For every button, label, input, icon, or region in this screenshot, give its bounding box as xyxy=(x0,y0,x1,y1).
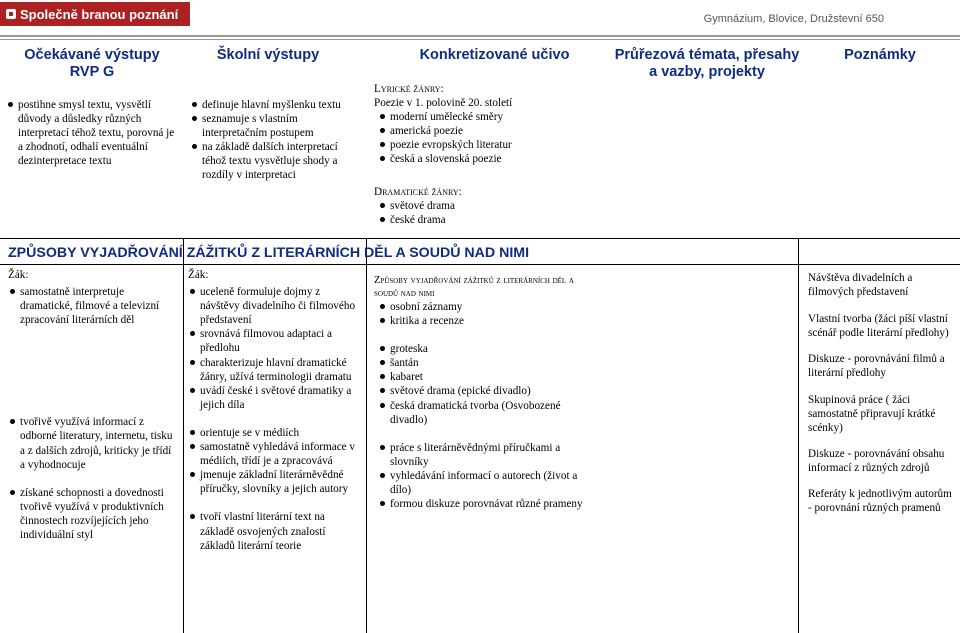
header-rule-thin xyxy=(0,39,960,40)
list-item: samostatně interpretuje dramatické, filmové a televizní zpracování literárních děl xyxy=(8,285,178,327)
section-rule xyxy=(0,264,960,265)
bottom-skolni xyxy=(188,268,360,553)
bottom-notes xyxy=(808,271,954,515)
list-item: česká dramatická tvorba (Osvobozené divadlo) xyxy=(378,399,598,427)
list-item: uvádí české i světové dramatiky a jejich díla xyxy=(188,384,360,412)
list-item: získané schopnosti a dovednosti tvořivě využívá v produktivních činnostech rozvíjejících jeho individuální styl xyxy=(8,486,178,542)
note-item: Diskuze - porovnávání filmů a literární předlohy xyxy=(808,353,945,380)
list-item: postihne smysl textu, vysvětlí důvody a důsledky různých interpretací téhož textu, porovná je a zhodnotí, odhalí eventuální dezinterpretace textu xyxy=(6,98,178,168)
list-item: kabaret xyxy=(378,370,598,384)
logo-text: Společně branou poznání xyxy=(20,6,179,22)
top-skolni xyxy=(190,98,362,183)
list-item: uceleně formuluje dojmy z návštěvy divadelního či filmového představení xyxy=(188,285,360,327)
list-item: práce s literárněvědnými příručkami a slovníky xyxy=(378,441,598,469)
col-head-rvp: Očekávané výstupy RVP G xyxy=(24,47,160,80)
list-item: samostatně vyhledává informace v médiích, třídí je a zpracovává xyxy=(188,440,360,468)
list-item: tvoří vlastní literární text na základě osvojených znalostí základů literární teorie xyxy=(188,510,360,552)
note-item: Referáty k jednotlivým autorům - porovnání různých pramenů xyxy=(808,488,952,515)
page-header xyxy=(0,0,960,40)
note-item: Diskuze - porovnávání obsahu informací z různých zdrojů xyxy=(808,447,945,474)
project-logo xyxy=(0,2,190,26)
logo-icon xyxy=(6,9,16,19)
list-item: české drama xyxy=(378,213,602,227)
school-name: Gymnázium, Blovice, Družstevní 650 xyxy=(703,13,884,25)
list-item: moderní umělecké směry xyxy=(378,110,602,124)
top-ucivo xyxy=(372,82,602,227)
col-head-ucivo: Konkretizované učivo xyxy=(419,47,570,63)
lyric-subheading: Poezie v 1. polovině 20. století xyxy=(374,97,513,110)
bottom-ucivo xyxy=(372,274,598,511)
list-item: světové drama xyxy=(378,199,602,213)
list-item: jmenuje základní literárněvědné příručky, slovníky a jejich autory xyxy=(188,468,360,496)
note-item: Návštěva divadelních a filmových představení xyxy=(808,272,913,299)
col-divider xyxy=(798,238,799,633)
list-item: kritika a recenze xyxy=(378,314,598,328)
list-item: orientuje se v médiích xyxy=(188,426,360,440)
drama-heading: Dramatické žánry: xyxy=(374,185,462,198)
list-item: osobní záznamy xyxy=(378,300,598,314)
col-head-prurez: Průřezová témata, přesahy a vazby, projekty xyxy=(614,47,800,80)
col-divider xyxy=(183,238,184,633)
header-rule xyxy=(0,35,960,37)
col-divider xyxy=(366,238,367,633)
list-item: groteska xyxy=(378,342,598,356)
section-title: ZPŮSOBY VYJADŘOVÁNÍ ZÁŽITKŮ Z LITERÁRNÍCH DĚL A SOUDŮ NAD NIMI xyxy=(8,245,530,261)
list-item: poezie evropských literatur xyxy=(378,138,602,152)
section-rule xyxy=(0,238,960,239)
student-label: Žák: xyxy=(188,269,209,281)
list-item: seznamuje s vlastním interpretačním postupem xyxy=(190,112,362,140)
list-item: na základě dalších interpretací téhož textu vysvětluje shody a rozdíly v interpretaci xyxy=(190,140,362,182)
list-item: srovnává filmovou adaptaci a předlohu xyxy=(188,327,360,355)
list-item: šantán xyxy=(378,356,598,370)
lyric-heading: Lyrické žánry: xyxy=(374,83,444,95)
col-head-skolni: Školní výstupy xyxy=(216,47,320,63)
list-item: definuje hlavní myšlenku textu xyxy=(190,98,362,112)
student-label: Žák: xyxy=(8,269,29,281)
list-item: formou diskuze porovnávat různé prameny xyxy=(378,497,598,511)
list-item: vyhledávání informací o autorech (život a dílo) xyxy=(378,469,598,497)
note-item: Skupinová práce ( žáci samostatně připravují krátké scénky) xyxy=(808,393,936,434)
ucivo-heading: Způsoby vyjadřování zážitků z literárních děl a soudů nad nimi xyxy=(374,275,574,299)
list-item: česká a slovenská poezie xyxy=(378,152,602,166)
list-item: světové drama (epické divadlo) xyxy=(378,384,598,398)
col-head-poznamky: Poznámky xyxy=(844,47,916,63)
top-rvp xyxy=(6,98,178,168)
list-item: tvořivě využívá informací z odborné literatury, internetu, tisku a z dalších zdrojů, kriticky je třídí a vyhodnocuje xyxy=(8,415,178,471)
bottom-rvp xyxy=(8,268,178,542)
list-item: charakterizuje hlavní dramatické žánry, užívá terminologii dramatu xyxy=(188,356,360,384)
note-item: Vlastní tvorba (žáci píší vlastní scénář podle literární předlohy) xyxy=(808,313,949,340)
list-item: americká poezie xyxy=(378,124,602,138)
